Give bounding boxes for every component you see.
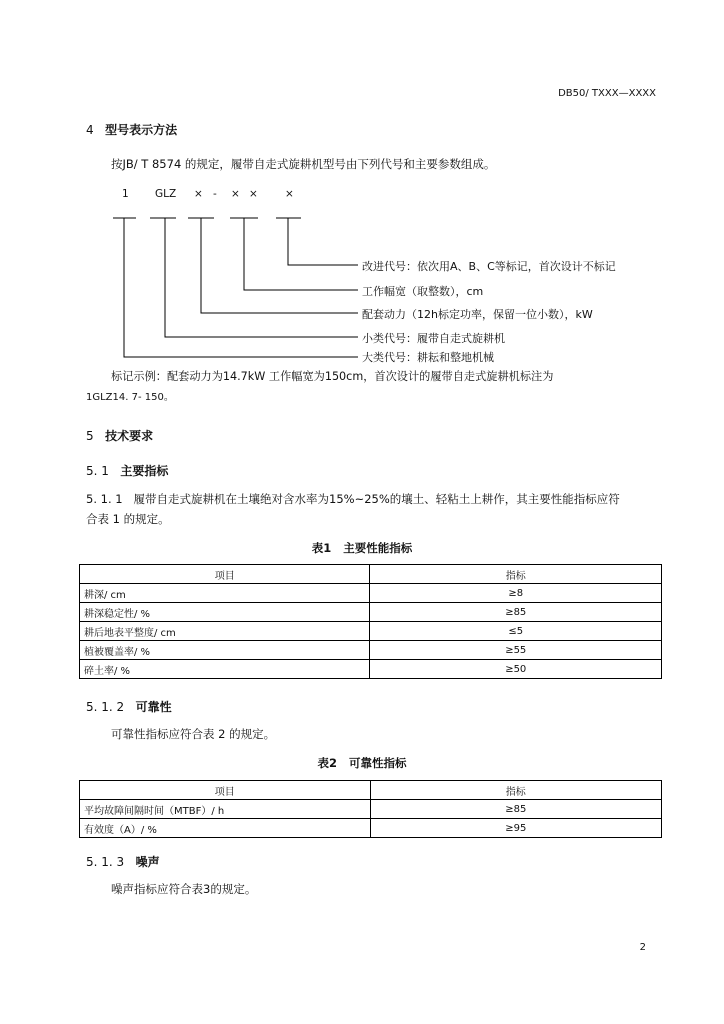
bracket-class [124, 218, 358, 357]
cell-item: 植被覆盖率/ % [80, 641, 370, 660]
example-line-2: 1GLZ14. 7- 150。 [86, 392, 174, 403]
cell-value: ≥55 [370, 641, 662, 660]
cell-value: ≥85 [370, 603, 662, 622]
cell-value: ≥50 [370, 660, 662, 679]
table-2 [79, 780, 662, 838]
table-title: 主要性能指标 [343, 541, 413, 555]
model-code-x3: × [249, 188, 258, 200]
section-title: 主要指标 [120, 464, 169, 478]
section-5-1-1-line-1 [86, 491, 620, 507]
cell-value: ≥85 [370, 800, 661, 819]
cell-value: ≥95 [370, 819, 661, 838]
section-title: 型号表示方法 [105, 123, 178, 137]
cell-value: ≥8 [370, 584, 662, 603]
table-row [80, 819, 662, 838]
cell-item: 耕深/ cm [80, 584, 370, 603]
model-code-dash: - [213, 188, 217, 200]
example-line-1: 标记示例：配套动力为14.7kW 工作幅宽为150cm，首次设计的履带自走式旋耕机标注为 [111, 370, 554, 383]
bracket-improvement [288, 218, 358, 265]
section-number: 5. 1. 2 [86, 700, 125, 714]
header-item: 项目 [80, 565, 370, 584]
model-code-x2: × [231, 188, 240, 200]
table-header-row [80, 565, 662, 584]
table-title: 可靠性指标 [349, 756, 407, 770]
section-number: 5 [86, 429, 94, 443]
cell-item: 碎土率/ % [80, 660, 370, 679]
bracket-width [244, 218, 358, 290]
label-power: 配套动力（12h标定功率，保留一位小数），kW [362, 308, 593, 321]
section-5-1-heading [86, 462, 168, 479]
table-header-row [80, 781, 662, 800]
table-number: 表1 [311, 541, 332, 555]
header-indicator: 指标 [370, 781, 661, 800]
model-code-x1: × [194, 188, 203, 200]
paragraph-text: 履带自走式旋耕机在土壤绝对含水率为15%~25%的壤土、轻粘土上耕作，其主要性能指标应符 [133, 492, 620, 506]
section-5-1-3-text: 噪声指标应符合表3的规定。 [111, 882, 257, 896]
section-number: 5. 1. 3 [86, 855, 125, 869]
table-number: 表2 [317, 756, 337, 770]
header-item: 项目 [80, 781, 371, 800]
section-title: 技术要求 [105, 429, 154, 443]
table-row [80, 660, 662, 679]
table-1-caption [0, 540, 724, 556]
table-row [80, 641, 662, 660]
section-5-1-2-heading [86, 698, 172, 715]
label-subclass: 小类代号：履带自走式旋耕机 [362, 332, 505, 345]
label-class: 大类代号：耕耘和整地机械 [362, 351, 494, 364]
cell-item: 耕深稳定性/ % [80, 603, 370, 622]
bracket-subclass [165, 218, 358, 337]
document-code-header: DB50/ TXXX—XXXX [558, 88, 656, 99]
model-code-glz: GLZ [155, 188, 177, 200]
intro-paragraph: 按JB/ T 8574 的规定，履带自走式旋耕机型号由下列代号和主要参数组成。 [111, 157, 496, 171]
section-number: 4 [86, 123, 94, 137]
table-row [80, 584, 662, 603]
page-number: 2 [639, 942, 646, 953]
cell-item: 耕后地表平整度/ cm [80, 622, 370, 641]
table-row [80, 622, 662, 641]
section-5-1-1-line-2: 合表 1 的规定。 [86, 512, 170, 526]
section-5-1-2-text: 可靠性指标应符合表 2 的规定。 [111, 727, 276, 741]
section-title: 可靠性 [135, 700, 172, 714]
label-work-width: 工作幅宽（取整数），cm [362, 285, 484, 298]
table-row [80, 800, 662, 819]
section-number: 5. 1 [86, 464, 109, 478]
section-title: 噪声 [135, 855, 160, 869]
table-2-caption [0, 755, 724, 771]
section-number: 5. 1. 1 [86, 492, 123, 506]
model-code-x4: × [285, 188, 294, 200]
header-indicator: 指标 [370, 565, 662, 584]
cell-item: 有效度（A）/ % [80, 819, 371, 838]
section-5-heading [86, 427, 153, 444]
section-5-1-3-heading [86, 853, 160, 870]
model-code-1: 1 [122, 188, 129, 200]
label-improvement-code: 改进代号：依次用A、B、C等标记，首次设计不标记 [362, 260, 616, 273]
cell-value: ≤5 [370, 622, 662, 641]
table-row [80, 603, 662, 622]
table-1 [79, 564, 662, 679]
cell-item: 平均故障间隔时间（MTBF）/ h [80, 800, 371, 819]
